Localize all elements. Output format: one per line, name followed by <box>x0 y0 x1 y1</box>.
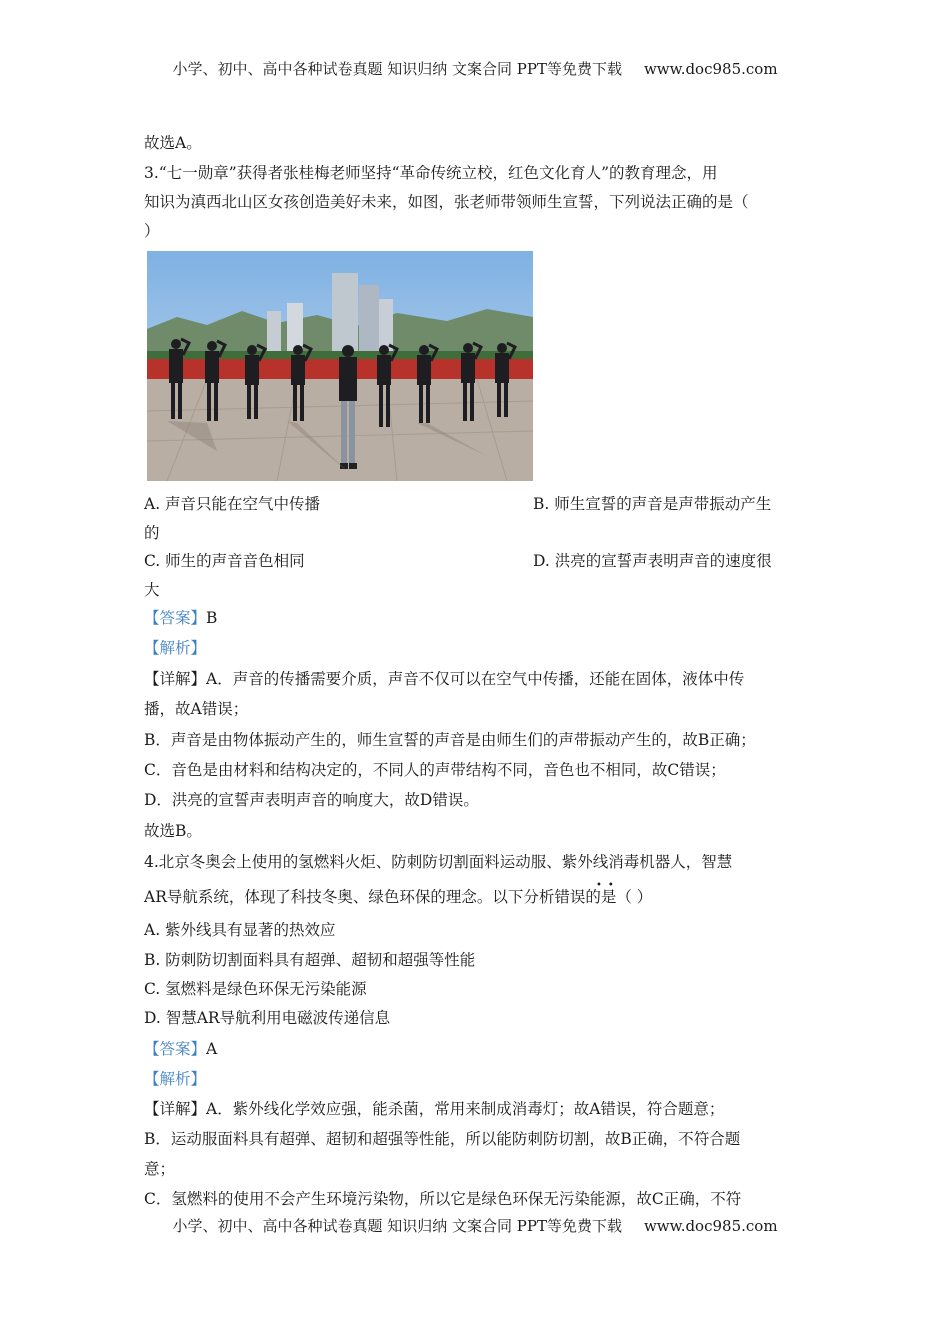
q3-detail-line3: C．音色是由材料和结构决定的，不同人的声带结构不同，音色也不相同，故C错误； <box>144 761 726 779</box>
q3-option-b-cont: 的 <box>144 524 160 542</box>
detail-text: A．声音的传播需要介质，声音不仅可以在空气中传播，还能在固体，液体中传 <box>206 670 745 688</box>
q4-option-c: C. 氢燃料是绿色环保无污染能源 <box>144 980 367 998</box>
q3-detail-line1b: 播，故A错误； <box>144 700 249 718</box>
page-header <box>0 58 950 79</box>
q3-option-d-cont: 大 <box>144 581 160 599</box>
answer-value: A <box>206 1040 218 1058</box>
emphasis-dots: •• <box>596 880 620 891</box>
answer-value: B <box>206 609 218 627</box>
header-text: 小学、初中、高中各种试卷真题 知识归纳 文案合同 PPT等免费下载 <box>172 60 622 78</box>
q3-stem-line1: 3.“七一勋章”获得者张桂梅老师坚持“革命传统立校，红色文化育人”的教育理念，用 <box>144 164 718 182</box>
page-footer <box>0 1215 950 1236</box>
q3-stem-line2: 知识为滇西北山区女孩创造美好未来，如图，张老师带领师生宣誓，下列说法正确的是（ <box>144 193 749 211</box>
detail-text: A．紫外线化学效应强，能杀菌，常用来制成消毒灯；故A错误，符合题意； <box>206 1100 725 1118</box>
q4-detail-line2: B．运动服面料具有超弹、超韧和超强等性能，所以能防刺防切割，故B正确，不符合题 <box>144 1130 741 1148</box>
q3-stem-line3: ） <box>144 222 160 240</box>
q4-answer <box>144 1039 217 1059</box>
q3-detail-line2: B．声音是由物体振动产生的，师生宣誓的声音是由师生们的声带振动产生的，故B正确； <box>144 731 756 749</box>
q3-option-c: C. 师生的声音音色相同 <box>144 552 305 570</box>
footer-url[interactable]: www.doc985.com <box>643 1217 778 1235</box>
q3-detail-line4: D．洪亮的宣誓声表明声音的响度大，故D错误。 <box>144 791 479 809</box>
q4-detail-line1 <box>144 1099 724 1119</box>
q4-analysis-tag: 【解析】 <box>144 1070 207 1088</box>
q4-detail-line2b: 意； <box>144 1160 176 1178</box>
footer-text: 小学、初中、高中各种试卷真题 知识归纳 文案合同 PPT等免费下载 <box>172 1217 622 1235</box>
q4-detail-line3: C．氢燃料的使用不会产生环境污染物，所以它是绿色环保无污染能源，故C正确，不符 <box>144 1190 742 1208</box>
header-url[interactable]: www.doc985.com <box>643 60 778 78</box>
q4-option-d: D. 智慧AR导航利用电磁波传递信息 <box>144 1009 391 1027</box>
q3-analysis-tag: 【解析】 <box>144 639 207 657</box>
detail-tag: 【详解】 <box>144 1100 207 1118</box>
q4-option-b: B. 防刺防切割面料具有超弹、超韧和超强等性能 <box>144 951 476 969</box>
q3-answer <box>144 608 217 628</box>
q3-option-b: B. 师生宣誓的声音是声带振动产生 <box>533 495 772 513</box>
q3-conclusion: 故选B。 <box>144 822 202 840</box>
oath-ceremony-photo <box>147 251 533 481</box>
answer-tag: 【答案】 <box>144 1040 207 1058</box>
prev-conclusion: 故选A。 <box>144 134 202 152</box>
q4-stem-line1: 4.北京冬奥会上使用的氢燃料火炬、防刺防切割面料运动服、紫外线消毒机器人，智慧 <box>144 853 733 871</box>
q4-stem-line2: AR导航系统，体现了科技冬奥、绿色环保的理念。以下分析错误的是（ ） <box>144 888 653 906</box>
q4-option-a: A. 紫外线具有显著的热效应 <box>144 921 336 939</box>
detail-tag: 【详解】 <box>144 670 207 688</box>
q3-option-d: D. 洪亮的宣誓声表明声音的速度很 <box>533 552 772 570</box>
q3-detail-line1 <box>144 669 744 689</box>
answer-tag: 【答案】 <box>144 609 207 627</box>
q3-option-a: A. 声音只能在空气中传播 <box>144 495 321 513</box>
